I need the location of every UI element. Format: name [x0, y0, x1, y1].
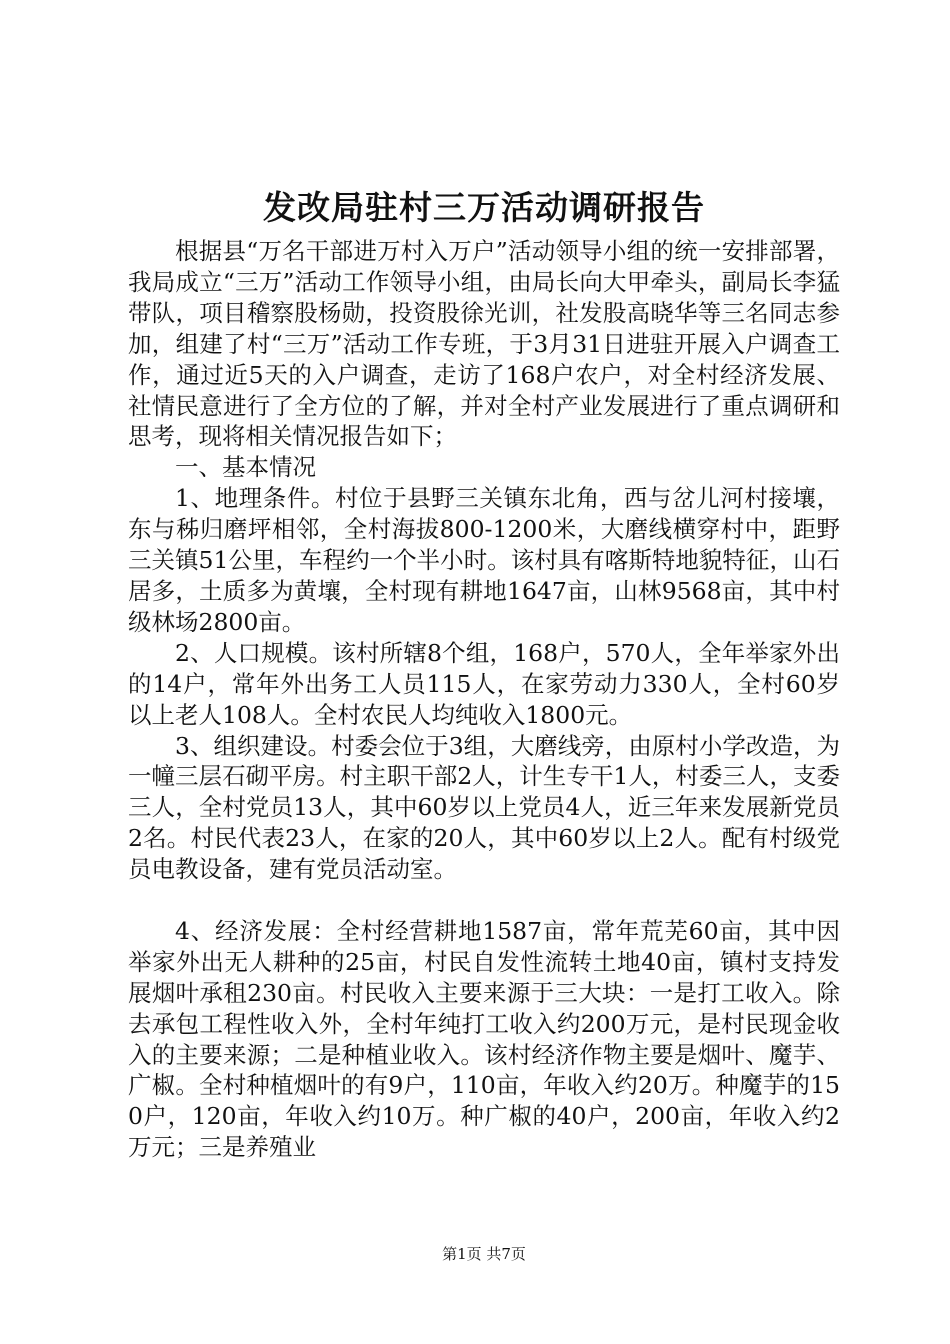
paragraph-intro: 根据县“万名干部进万村入万户”活动领导小组的统一安排部署，我局成立“三万”活动工作领导小组，由局长向大甲牵头，副局长李猛带队，项目稽察股杨勋，投资股徐光训，社发股高晓华等三名同志参加，组建了村“三万”活动工作专班，于3月31日进驻开展入户调查工作，通过近5天的入户调查，走访了168户农户，对全村经济发展、社情民意进行了全方位的了解，并对全村产业发展进行了重点调研和思考，现将相关情况报告如下； [128, 237, 840, 451]
paragraph-organization: 3、组织建设。村委会位于3组，大磨线旁，由原村小学改造，为一幢三层石砌平房。村主职干部2人，计生专干1人，村委三人，支委三人，全村党员13人，其中60岁以上党员4人，近三年来发展新党员2名。村民代表23人，在家的20人，其中60岁以上2人。配有村级党员电教设备，建有党员活动室。 [128, 731, 840, 884]
document-title: 发改局驻村三万活动调研报告 [263, 188, 705, 227]
paragraph-geography: 1、地理条件。村位于县野三关镇东北角，西与岔儿河村接壤，东与秭归磨坪相邻，全村海拔800-1200米，大磨线横穿村中，距野三关镇51公里，车程约一个半小时。该村具有喀斯特地貌特征，山石居多，土质多为黄壤，全村现有耕地1647亩，山林9568亩，其中村级林场2800亩。 [128, 484, 840, 636]
paragraph-economy: 4、经济发展：全村经营耕地1587亩，常年荒芜60亩，其中因举家外出无人耕种的25亩，村民自发性流转土地40亩，镇村支持发展烟叶承租230亩。村民收入主要来源于三大块：一是打工收入。除去承包工程性收入外，全村年纯打工收入约200万元，是村民现金收入的主要来源；二是种植业收入。该村经济作物主要是烟叶、魔芋、广椒。全村种植烟叶的有9户，110亩，年收入约20万。种魔芋的150户，120亩，年收入约10万。种广椒的40户，200亩，年收入约2万元；三是养殖业 [128, 916, 840, 1162]
document-body [128, 236, 840, 1163]
page-footer: 第1页 共7页 [442, 1245, 526, 1263]
paragraph-population: 2、人口规模。该村所辖8个组，168户，570人，全年举家外出的14户，常年外出务工人员115人，在家劳动力330人，全村60岁以上老人108人。全村农民人均纯收入1800元。 [128, 638, 840, 729]
document-page [128, 0, 840, 1344]
section-heading-basic-info: 一、基本情况 [175, 453, 316, 482]
